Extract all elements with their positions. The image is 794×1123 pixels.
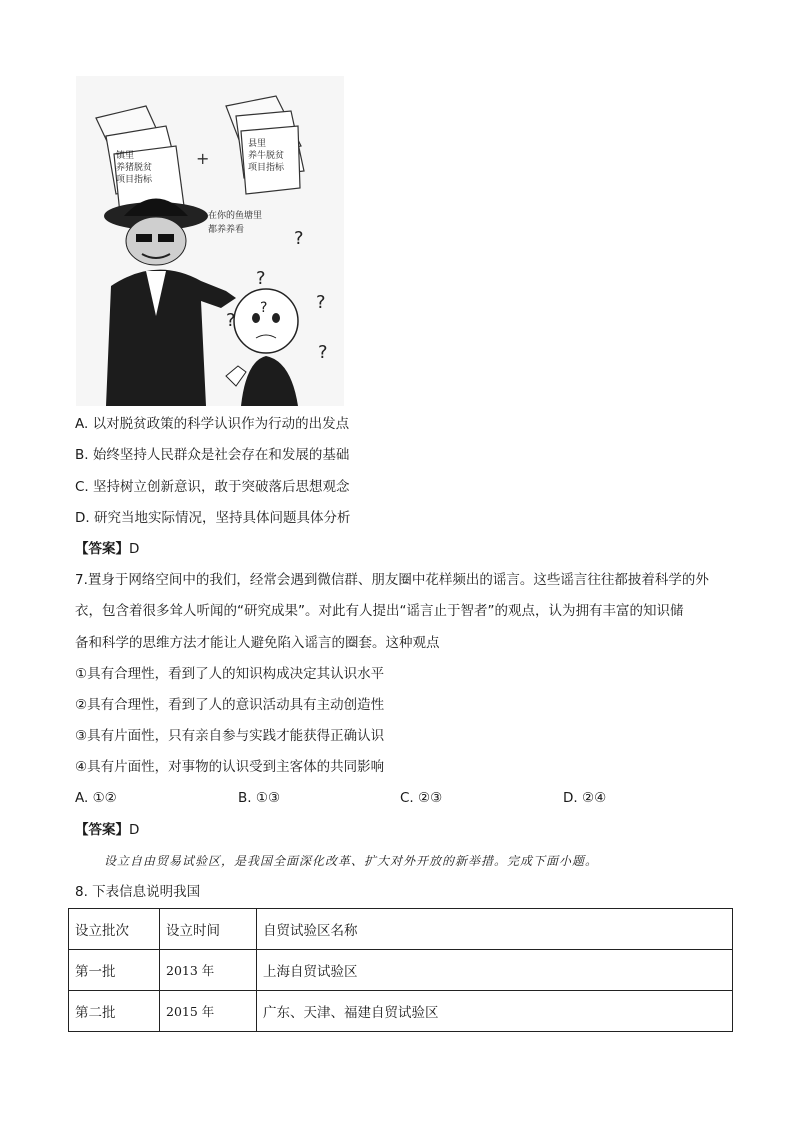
q7-statement-3: ③具有片面性，只有亲自参与实践才能获得正确认识	[75, 728, 385, 744]
left-paper-line-3: 项目指标	[116, 175, 153, 185]
question-mark-5: ?	[318, 342, 328, 363]
table-header-cell: 自贸试验区名称	[257, 909, 733, 950]
cartoon-drawing	[76, 76, 344, 406]
q6-option-d: D. 研究当地实际情况，坚持具体问题具体分析	[75, 510, 351, 526]
table-cell: 2013 年	[160, 950, 257, 991]
q7-option-b: B. ①③	[238, 790, 281, 806]
speech-line-1: 在你的鱼塘里	[208, 211, 263, 221]
q8-info-table	[68, 908, 733, 1032]
plus-sign: +	[196, 149, 210, 168]
table-cell: 2015 年	[160, 991, 257, 1032]
left-paper-stack	[96, 106, 184, 214]
q7-answer	[75, 820, 139, 840]
q6-option-c: C. 坚持树立创新意识，敢于突破落后思想观念	[75, 479, 350, 495]
q6-option-a: A. 以对脱贫政策的科学认识作为行动的出发点	[75, 416, 350, 432]
q8-stem: 8. 下表信息说明我国	[75, 884, 201, 900]
answer-label: 【答案】	[75, 541, 129, 557]
q7-stem-line-2: 衣，包含着很多耸人听闻的“研究成果”。对此有人提出“谣言止于智者”的观点，认为拥有丰富的知识储	[75, 603, 684, 619]
q7-statement-1: ①具有合理性，看到了人的知识构成决定其认识水平	[75, 666, 385, 682]
q7-answer-value: D	[129, 822, 140, 838]
table-cell: 广东、天津、福建自贸试验区	[257, 991, 733, 1032]
question-mark-2: ?	[294, 228, 304, 249]
right-paper-line-1: 县里	[248, 139, 267, 149]
table-header-cell: 设立批次	[69, 909, 160, 950]
table-cell: 第一批	[69, 950, 160, 991]
question-mark-6: ?	[260, 300, 268, 316]
right-paper-stack	[226, 96, 304, 194]
left-paper-line-1: 镇里	[116, 151, 135, 161]
q6-option-b: B. 始终坚持人民群众是社会存在和发展的基础	[75, 447, 350, 463]
table-row	[69, 950, 733, 991]
right-paper-line-2: 养牛脱贫	[248, 151, 285, 161]
q6-answer	[75, 539, 139, 559]
table-header-row	[69, 909, 733, 950]
answer-label: 【答案】	[75, 822, 129, 838]
q6-answer-value: D	[129, 541, 140, 557]
q7-option-a: A. ①②	[75, 790, 117, 806]
question-mark-3: ?	[316, 292, 326, 313]
speech-line-2: 都养养看	[208, 225, 245, 235]
table-header-cell: 设立时间	[160, 909, 257, 950]
table-row	[69, 991, 733, 1032]
table-cell: 上海自贸试验区	[257, 950, 733, 991]
right-paper-line-3: 项目指标	[248, 163, 285, 173]
q7-option-c: C. ②③	[400, 790, 443, 806]
q7-stem-line-3: 备和科学的思维方法才能让人避免陷入谣言的圈套。这种观点	[75, 635, 440, 651]
q7-stem-line-1: 7.置身于网络空间中的我们，经常会遇到微信群、朋友圈中花样频出的谣言。这些谣言往往都披着科学的外	[75, 572, 709, 588]
q7-statement-2: ②具有合理性，看到了人的意识活动具有主动创造性	[75, 697, 385, 713]
cartoon-illustration	[76, 76, 344, 406]
q7-statement-4: ④具有片面性，对事物的认识受到主客体的共同影响	[75, 759, 385, 775]
question-mark-1: ?	[256, 268, 266, 289]
left-paper-line-2: 养猪脱贫	[116, 163, 153, 173]
table-cell: 第二批	[69, 991, 160, 1032]
question-mark-4: ?	[226, 310, 236, 331]
intro-note: 设立自由贸易试验区，是我国全面深化改革、扩大对外开放的新举措。完成下面小题。	[104, 854, 599, 868]
q7-option-d: D. ②④	[563, 790, 607, 806]
